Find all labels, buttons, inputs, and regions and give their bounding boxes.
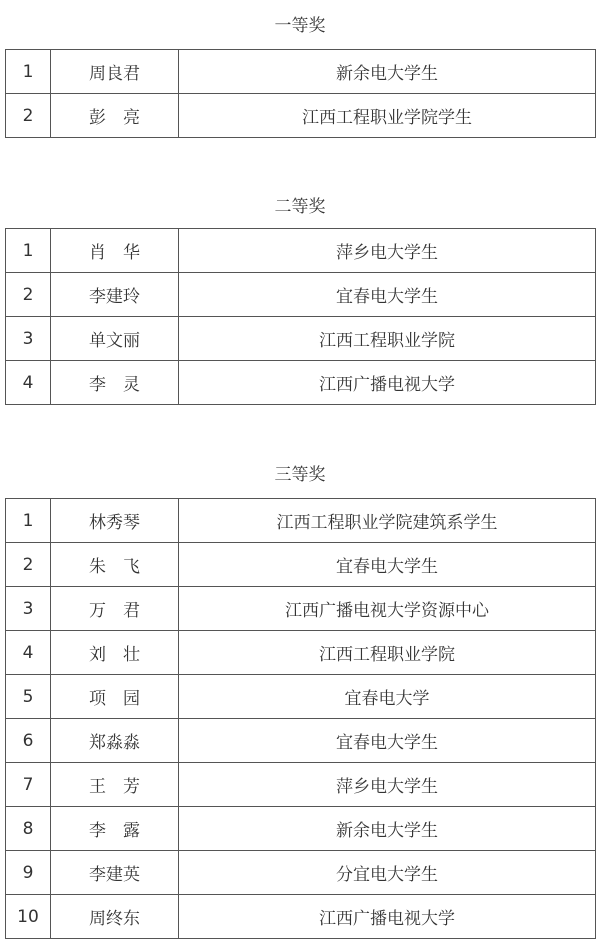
table-row [6,543,596,587]
row-number: 10 [6,895,51,939]
first-prize-table [5,49,596,138]
winner-unit: 宜春电大学生 [179,719,596,763]
table-row [6,807,596,851]
table-row [6,273,596,317]
winner-name: 肖 华 [51,229,179,273]
winner-name: 李建英 [51,851,179,895]
winner-unit: 宜春电大学生 [179,273,596,317]
row-number: 2 [6,94,51,138]
row-number: 2 [6,543,51,587]
table-row [6,361,596,405]
winner-name: 万 君 [51,587,179,631]
winner-name: 单文丽 [51,317,179,361]
first-prize-title: 一等奖 [274,16,326,36]
second-prize-table [5,228,596,405]
table-row [6,631,596,675]
row-number: 9 [6,851,51,895]
winner-name: 朱 飞 [51,543,179,587]
table-row [6,675,596,719]
winner-unit: 江西工程职业学院 [179,631,596,675]
winner-unit: 新余电大学生 [179,50,596,94]
row-number: 4 [6,631,51,675]
winner-name: 王 芳 [51,763,179,807]
winner-unit: 宜春电大学 [179,675,596,719]
third-prize-table [5,498,596,939]
winner-name: 周终东 [51,895,179,939]
winner-unit: 江西广播电视大学资源中心 [179,587,596,631]
table-row [6,229,596,273]
table-row [6,317,596,361]
winner-unit: 分宜电大学生 [179,851,596,895]
winner-name: 李 灵 [51,361,179,405]
row-number: 6 [6,719,51,763]
winner-name: 刘 壮 [51,631,179,675]
winner-unit: 萍乡电大学生 [179,763,596,807]
row-number: 1 [6,229,51,273]
winner-unit: 江西工程职业学院 [179,317,596,361]
winner-unit: 江西广播电视大学 [179,895,596,939]
winner-name: 李建玲 [51,273,179,317]
winner-name: 周良君 [51,50,179,94]
row-number: 4 [6,361,51,405]
winner-unit: 新余电大学生 [179,807,596,851]
table-row [6,587,596,631]
winner-name: 彭 亮 [51,94,179,138]
winner-unit: 萍乡电大学生 [179,229,596,273]
table-row [6,499,596,543]
row-number: 7 [6,763,51,807]
second-prize-title: 二等奖 [274,197,326,217]
table-row [6,851,596,895]
table-row [6,94,596,138]
row-number: 2 [6,273,51,317]
row-number: 8 [6,807,51,851]
row-number: 3 [6,587,51,631]
row-number: 1 [6,499,51,543]
table-row [6,763,596,807]
winner-unit: 江西广播电视大学 [179,361,596,405]
table-row [6,719,596,763]
winner-name: 李 露 [51,807,179,851]
row-number: 5 [6,675,51,719]
row-number: 1 [6,50,51,94]
table-row [6,895,596,939]
winner-name: 郑淼淼 [51,719,179,763]
winner-unit: 宜春电大学生 [179,543,596,587]
winner-name: 项 园 [51,675,179,719]
row-number: 3 [6,317,51,361]
third-prize-title: 三等奖 [274,465,326,485]
winner-unit: 江西工程职业学院建筑系学生 [179,499,596,543]
table-row [6,50,596,94]
winner-name: 林秀琴 [51,499,179,543]
winner-unit: 江西工程职业学院学生 [179,94,596,138]
